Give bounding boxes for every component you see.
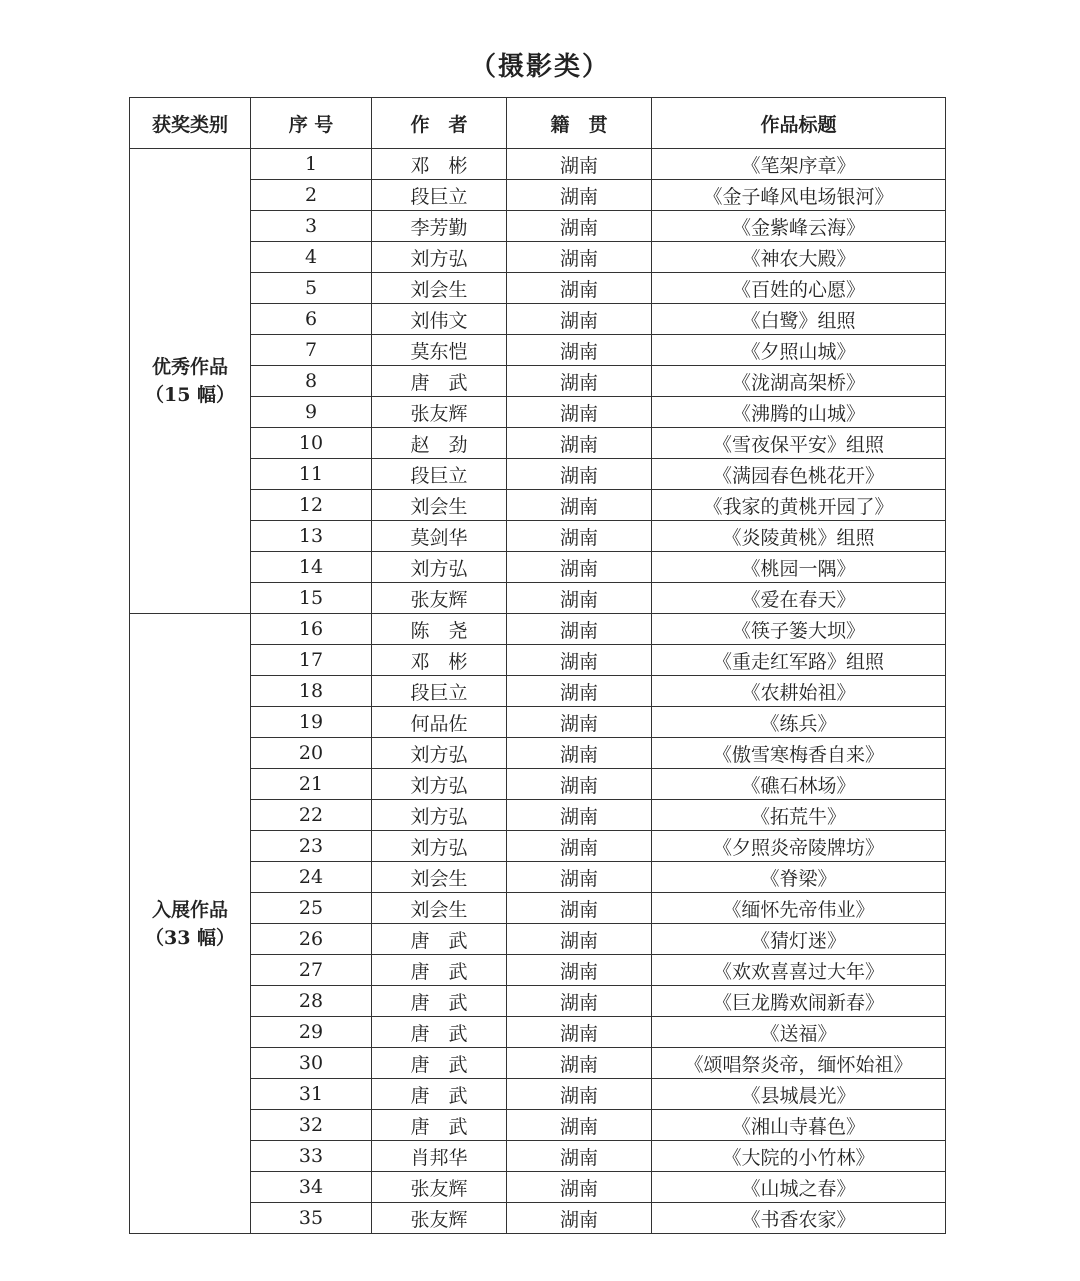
origin-cell: 湖南 [507, 1141, 652, 1172]
origin-cell: 湖南 [507, 986, 652, 1017]
origin-cell: 湖南 [507, 521, 652, 552]
table-row [130, 521, 946, 552]
table-row [130, 428, 946, 459]
number-cell: 34 [251, 1172, 372, 1203]
origin-cell: 湖南 [507, 707, 652, 738]
work-title-cell: 《巨龙腾欢闹新春》 [652, 986, 946, 1017]
table-row [130, 1172, 946, 1203]
origin-cell: 湖南 [507, 242, 652, 273]
author-cell: 刘会生 [372, 273, 507, 304]
work-title-cell: 《百姓的心愿》 [652, 273, 946, 304]
author-cell: 邓 彬 [372, 645, 507, 676]
work-title-cell: 《神农大殿》 [652, 242, 946, 273]
header-category: 获奖类别 [130, 98, 251, 149]
origin-cell: 湖南 [507, 769, 652, 800]
table-row [130, 397, 946, 428]
table-row [130, 180, 946, 211]
number-cell: 35 [251, 1203, 372, 1234]
number-cell: 30 [251, 1048, 372, 1079]
table-row [130, 242, 946, 273]
work-title-cell: 《夕照炎帝陵牌坊》 [652, 831, 946, 862]
table-row [130, 986, 946, 1017]
table-row [130, 366, 946, 397]
number-cell: 15 [251, 583, 372, 614]
table-row [130, 304, 946, 335]
number-cell: 28 [251, 986, 372, 1017]
number-cell: 22 [251, 800, 372, 831]
author-cell: 陈 尧 [372, 614, 507, 645]
work-title-cell: 《拓荒牛》 [652, 800, 946, 831]
origin-cell: 湖南 [507, 583, 652, 614]
author-cell: 刘方弘 [372, 738, 507, 769]
category-name: 入展作品 [151, 898, 228, 921]
table-row [130, 769, 946, 800]
work-title-cell: 《书香农家》 [652, 1203, 946, 1234]
author-cell: 唐 武 [372, 1110, 507, 1141]
table-row [130, 676, 946, 707]
work-title-cell: 《练兵》 [652, 707, 946, 738]
work-title-cell: 《桃园一隅》 [652, 552, 946, 583]
number-cell: 24 [251, 862, 372, 893]
table-row [130, 800, 946, 831]
origin-cell: 湖南 [507, 490, 652, 521]
table-row [130, 1110, 946, 1141]
table-row [130, 1048, 946, 1079]
origin-cell: 湖南 [507, 273, 652, 304]
work-title-cell: 《大院的小竹林》 [652, 1141, 946, 1172]
number-cell: 12 [251, 490, 372, 521]
number-cell: 14 [251, 552, 372, 583]
number-cell: 11 [251, 459, 372, 490]
number-cell: 3 [251, 211, 372, 242]
work-title-cell: 《笔架序章》 [652, 149, 946, 180]
author-cell: 唐 武 [372, 955, 507, 986]
table-row [130, 1203, 946, 1234]
work-title-cell: 《猜灯迷》 [652, 924, 946, 955]
origin-cell: 湖南 [507, 645, 652, 676]
author-cell: 莫东恺 [372, 335, 507, 366]
author-cell: 刘方弘 [372, 831, 507, 862]
origin-cell: 湖南 [507, 211, 652, 242]
number-cell: 10 [251, 428, 372, 459]
work-title-cell: 《炎陵黄桃》组照 [652, 521, 946, 552]
number-cell: 17 [251, 645, 372, 676]
table-row [130, 211, 946, 242]
work-title-cell: 《缅怀先帝伟业》 [652, 893, 946, 924]
table-body [130, 149, 946, 1234]
work-title-cell: 《山城之春》 [652, 1172, 946, 1203]
table-row [130, 1079, 946, 1110]
author-cell: 莫剑华 [372, 521, 507, 552]
table-row [130, 583, 946, 614]
work-title-cell: 《金子峰风电场银河》 [652, 180, 946, 211]
author-cell: 唐 武 [372, 986, 507, 1017]
origin-cell: 湖南 [507, 366, 652, 397]
author-cell: 赵 劲 [372, 428, 507, 459]
table-row [130, 924, 946, 955]
origin-cell: 湖南 [507, 831, 652, 862]
author-cell: 何品佐 [372, 707, 507, 738]
number-cell: 8 [251, 366, 372, 397]
author-cell: 张友辉 [372, 397, 507, 428]
author-cell: 刘方弘 [372, 552, 507, 583]
origin-cell: 湖南 [507, 738, 652, 769]
origin-cell: 湖南 [507, 1172, 652, 1203]
table-row [130, 1017, 946, 1048]
work-title-cell: 《满园春色桃花开》 [652, 459, 946, 490]
author-cell: 刘方弘 [372, 800, 507, 831]
header-author: 作 者 [372, 98, 507, 149]
origin-cell: 湖南 [507, 800, 652, 831]
number-cell: 1 [251, 149, 372, 180]
author-cell: 张友辉 [372, 1203, 507, 1234]
category-name: 优秀作品 [151, 356, 228, 378]
author-cell: 李芳勤 [372, 211, 507, 242]
table-row [130, 552, 946, 583]
work-title-cell: 《我家的黄桃开园了》 [652, 490, 946, 521]
author-cell: 肖邦华 [372, 1141, 507, 1172]
number-cell: 13 [251, 521, 372, 552]
table-row [130, 955, 946, 986]
number-cell: 19 [251, 707, 372, 738]
table-row [130, 459, 946, 490]
table-row [130, 614, 946, 645]
origin-cell: 湖南 [507, 1048, 652, 1079]
number-cell: 29 [251, 1017, 372, 1048]
work-title-cell: 《县城晨光》 [652, 1079, 946, 1110]
work-title-cell: 《金紫峰云海》 [652, 211, 946, 242]
category-cell [130, 614, 251, 1234]
origin-cell: 湖南 [507, 1079, 652, 1110]
header-number: 序 号 [251, 98, 372, 149]
number-cell: 6 [251, 304, 372, 335]
origin-cell: 湖南 [507, 1203, 652, 1234]
work-title-cell: 《礁石林场》 [652, 769, 946, 800]
award-table [129, 97, 946, 1234]
origin-cell: 湖南 [507, 1110, 652, 1141]
table-row [130, 862, 946, 893]
author-cell: 邓 彬 [372, 149, 507, 180]
origin-cell: 湖南 [507, 149, 652, 180]
number-cell: 21 [251, 769, 372, 800]
author-cell: 张友辉 [372, 1172, 507, 1203]
number-cell: 5 [251, 273, 372, 304]
number-cell: 27 [251, 955, 372, 986]
table-row [130, 831, 946, 862]
origin-cell: 湖南 [507, 459, 652, 490]
category-count: （33 幅） [144, 926, 236, 949]
author-cell: 唐 武 [372, 1079, 507, 1110]
table-row [130, 149, 946, 180]
number-cell: 18 [251, 676, 372, 707]
author-cell: 刘方弘 [372, 242, 507, 273]
work-title-cell: 《雪夜保平安》组照 [652, 428, 946, 459]
number-cell: 32 [251, 1110, 372, 1141]
number-cell: 33 [251, 1141, 372, 1172]
author-cell: 刘方弘 [372, 769, 507, 800]
origin-cell: 湖南 [507, 304, 652, 335]
number-cell: 20 [251, 738, 372, 769]
number-cell: 25 [251, 893, 372, 924]
origin-cell: 湖南 [507, 862, 652, 893]
origin-cell: 湖南 [507, 676, 652, 707]
work-title-cell: 《送福》 [652, 1017, 946, 1048]
origin-cell: 湖南 [507, 1017, 652, 1048]
table-row [130, 645, 946, 676]
work-title-cell: 《沸腾的山城》 [652, 397, 946, 428]
author-cell: 唐 武 [372, 366, 507, 397]
author-cell: 段巨立 [372, 676, 507, 707]
table-row [130, 335, 946, 366]
work-title-cell: 《湘山寺暮色》 [652, 1110, 946, 1141]
work-title-cell: 《重走红军路》组照 [652, 645, 946, 676]
author-cell: 唐 武 [372, 924, 507, 955]
table-row [130, 273, 946, 304]
category-count: （15 幅） [144, 384, 236, 406]
origin-cell: 湖南 [507, 924, 652, 955]
origin-cell: 湖南 [507, 180, 652, 211]
table-row [130, 1141, 946, 1172]
origin-cell: 湖南 [507, 335, 652, 366]
origin-cell: 湖南 [507, 397, 652, 428]
work-title-cell: 《爱在春天》 [652, 583, 946, 614]
table-row [130, 490, 946, 521]
number-cell: 23 [251, 831, 372, 862]
work-title-cell: 《欢欢喜喜过大年》 [652, 955, 946, 986]
table-header-row [130, 98, 946, 149]
header-origin: 籍 贯 [507, 98, 652, 149]
number-cell: 26 [251, 924, 372, 955]
work-title-cell: 《泷湖高架桥》 [652, 366, 946, 397]
table-row [130, 707, 946, 738]
author-cell: 段巨立 [372, 459, 507, 490]
header-work-title: 作品标题 [652, 98, 946, 149]
table-row [130, 893, 946, 924]
number-cell: 9 [251, 397, 372, 428]
number-cell: 2 [251, 180, 372, 211]
origin-cell: 湖南 [507, 893, 652, 924]
author-cell: 刘会生 [372, 862, 507, 893]
work-title-cell: 《脊梁》 [652, 862, 946, 893]
work-title-cell: 《夕照山城》 [652, 335, 946, 366]
number-cell: 4 [251, 242, 372, 273]
origin-cell: 湖南 [507, 614, 652, 645]
author-cell: 刘会生 [372, 490, 507, 521]
number-cell: 7 [251, 335, 372, 366]
table-row [130, 738, 946, 769]
work-title-cell: 《傲雪寒梅香自来》 [652, 738, 946, 769]
author-cell: 刘会生 [372, 893, 507, 924]
author-cell: 刘伟文 [372, 304, 507, 335]
work-title-cell: 《白鹭》组照 [652, 304, 946, 335]
work-title-cell: 《农耕始祖》 [652, 676, 946, 707]
number-cell: 16 [251, 614, 372, 645]
origin-cell: 湖南 [507, 552, 652, 583]
author-cell: 张友辉 [372, 583, 507, 614]
author-cell: 唐 武 [372, 1017, 507, 1048]
work-title-cell: 《筷子篓大坝》 [652, 614, 946, 645]
author-cell: 唐 武 [372, 1048, 507, 1079]
document-title: （摄影类） [469, 52, 610, 82]
work-title-cell: 《颂唱祭炎帝，缅怀始祖》 [652, 1048, 946, 1079]
origin-cell: 湖南 [507, 955, 652, 986]
category-cell [130, 149, 251, 614]
author-cell: 段巨立 [372, 180, 507, 211]
origin-cell: 湖南 [507, 428, 652, 459]
number-cell: 31 [251, 1079, 372, 1110]
